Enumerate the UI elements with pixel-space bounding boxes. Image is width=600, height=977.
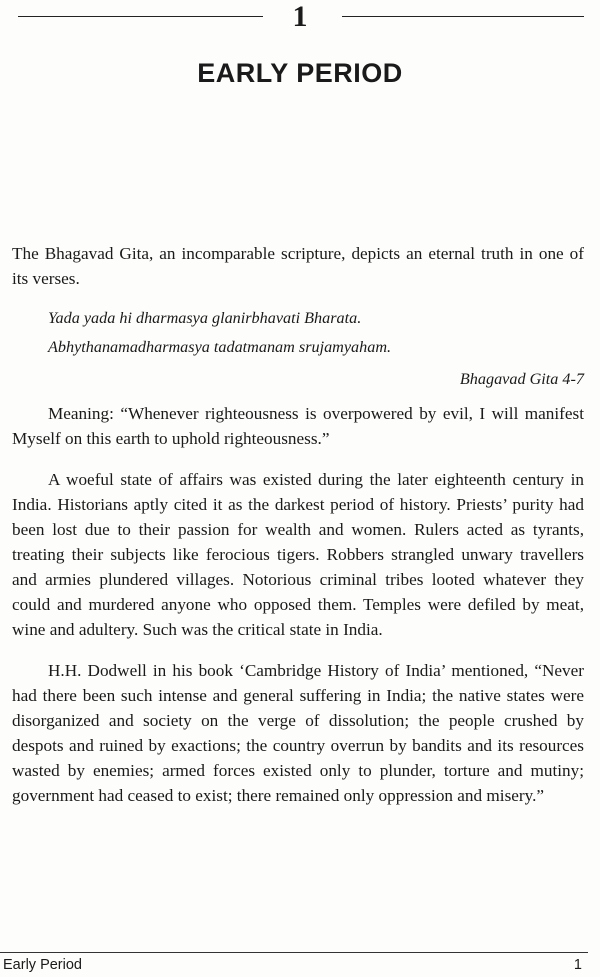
- footer-rule: [0, 952, 588, 953]
- page-body: [12, 241, 584, 808]
- intro-paragraph: The Bhagavad Gita, an incomparable scripture, depicts an eternal truth in one of its verses.: [12, 244, 584, 288]
- running-title: Early Period: [3, 957, 82, 973]
- body-paragraph-1: A woeful state of affairs was existed during the later eighteenth century in India. Historians aptly cited it as the darkest period of history. Priests’ purity had been lost due to their passion for wealth and women. Rulers acted as tyrants, treating their subjects like ferocious tigers. Robbers strangled unwary travellers and armies plundered villages. Notorious criminal tribes looted whatever they could and murdered anyone who opposed them. Temples were defiled by meat, wine and adultery. Such was the critical state in India.: [12, 470, 584, 639]
- page-number: 1: [573, 957, 582, 973]
- chapter-number: 1: [292, 0, 308, 33]
- header-rule-right: [342, 16, 584, 17]
- chapter-header: [0, 0, 600, 40]
- verse-line-2: Abhythanamadharmasya tadatmanam srujamyaham.: [48, 338, 392, 356]
- chapter-title: EARLY PERIOD: [197, 58, 403, 88]
- verse-citation: Bhagavad Gita 4-7: [459, 370, 584, 388]
- verse-line-1: Yada yada hi dharmasya glanirbhavati Bharata.: [48, 309, 362, 327]
- meaning-paragraph: Meaning: “Whenever righteousness is overpowered by evil, I will manifest Myself on this earth to uphold righteousness.”: [12, 404, 584, 448]
- sanskrit-verse: [12, 304, 584, 362]
- page-footer: [0, 940, 600, 977]
- body-paragraph-2: H.H. Dodwell in his book ‘Cambridge History of India’ mentioned, “Never had there been such intense and general suffering in India; the native states were disorganized and society on the verge of dissolution; the people crushed by despots and ruined by exactions; the country overrun by bandits and its resources wasted by enemies; armed forces existed only to plunder, torture and mutiny; government had ceased to exist; there remained only oppression and misery.”: [12, 661, 584, 805]
